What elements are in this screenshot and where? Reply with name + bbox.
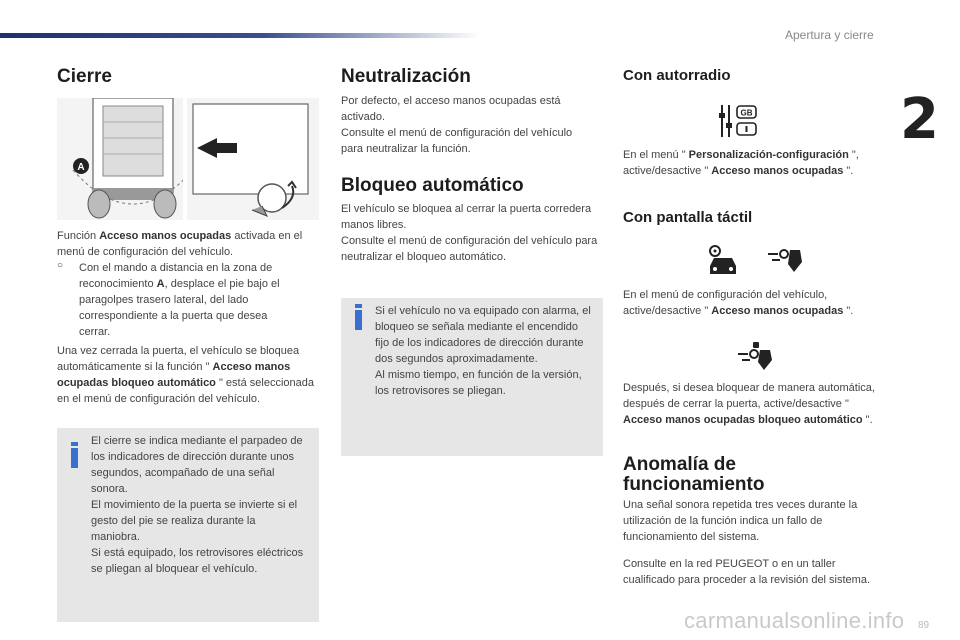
neutralizacion-text: Por defecto, el acceso manos ocupadas está activado. Consulte el menú de configuración del vehículo para neutralizar la función. — [341, 95, 573, 155]
info-box-cierre: El cierre se indica mediante el parpadeo de los indicadores de dirección durante unos segundos, acompañado de una señal sonora. El movimiento de la puerta se invierte si el gesto del pie se realiza durante la maniobra. Si está equipado, los retrovisores eléctricos se pliegan al bloquear el vehículo. — [57, 428, 319, 622]
cierre-autolock-text: Una vez cerrada la puerta, el vehículo se bloquea automáticamente si la función " Acceso manos ocupadas bloqueo automático " está seleccionada en el menú de configuración del vehículo. — [57, 345, 314, 405]
svg-text:GB: GB — [740, 108, 753, 118]
section-title: Apertura y cierre — [785, 28, 874, 42]
anomalia-text-1: Una señal sonora repetida tres veces durante la utilización de la función indica un fallo de funcionamiento del sistema. — [623, 499, 858, 543]
door-closing-figure — [57, 98, 319, 220]
zone-a-label: A — [77, 162, 85, 173]
heading-bloqueo: Bloqueo automático — [341, 175, 524, 196]
cierre-intro: Función Acceso manos ocupadas activada en el menú de configuración del vehículo. — [57, 230, 303, 258]
settings-gb-icon — [718, 103, 758, 144]
anomalia-text-2: Consulte en la red PEUGEOT o en un taller cualificado para proceder a la revisión del sistema. — [623, 558, 871, 586]
autorradio-text: En el menú " Personalización-configuración ", active/desactive " Acceso manos ocupadas ". — [623, 149, 859, 177]
watermark: carmanualsonline.info — [684, 608, 905, 633]
info-box-bloqueo: Si el vehículo no va equipado con alarma, el bloqueo se señala mediante el encendido fijo de los indicadores de dirección durante dos segundos aproximadamente. Al mismo tiempo, en función de la versión, los retrovisores se pliegan. — [341, 298, 603, 456]
heading-autorradio: Con autorradio — [623, 67, 731, 84]
page-number: 89 — [918, 620, 930, 631]
hands-free-lock-icon — [736, 340, 776, 377]
bullet-icon: ○ — [57, 260, 64, 271]
cierre-bullet: ○ Con el mando a distancia en la zona de reconocimiento A, desplace el pie bajo el paragolpes trasero lateral, del lado correspondiente a la puerta que desea cerrar. — [57, 260, 280, 338]
pantalla-text-2: Después, si desea bloquear de manera automática, después de cerrar la puerta, active/desactive " Acceso manos ocupadas bloqueo automático ". — [623, 382, 875, 426]
header-bar — [0, 33, 480, 38]
heading-anomalia: Anomalía de funcionamiento — [623, 454, 765, 495]
hands-free-access-icon — [766, 246, 806, 279]
info-icon — [355, 310, 362, 330]
car-settings-icon — [704, 242, 742, 283]
chapter-number: 2 — [900, 87, 939, 152]
heading-cierre: Cierre — [57, 66, 112, 87]
heading-neutralizacion: Neutralización — [341, 66, 471, 87]
heading-pantalla: Con pantalla táctil — [623, 209, 753, 226]
bloqueo-text: El vehículo se bloquea al cerrar la puerta corredera manos libres. Consulte el menú de configuración del vehículo para neutralizar el bloqueo automático. — [341, 203, 598, 263]
pantalla-text-1: En el menú de configuración del vehículo, active/desactive " Acceso manos ocupadas ". — [623, 289, 854, 317]
info-icon — [71, 448, 78, 468]
